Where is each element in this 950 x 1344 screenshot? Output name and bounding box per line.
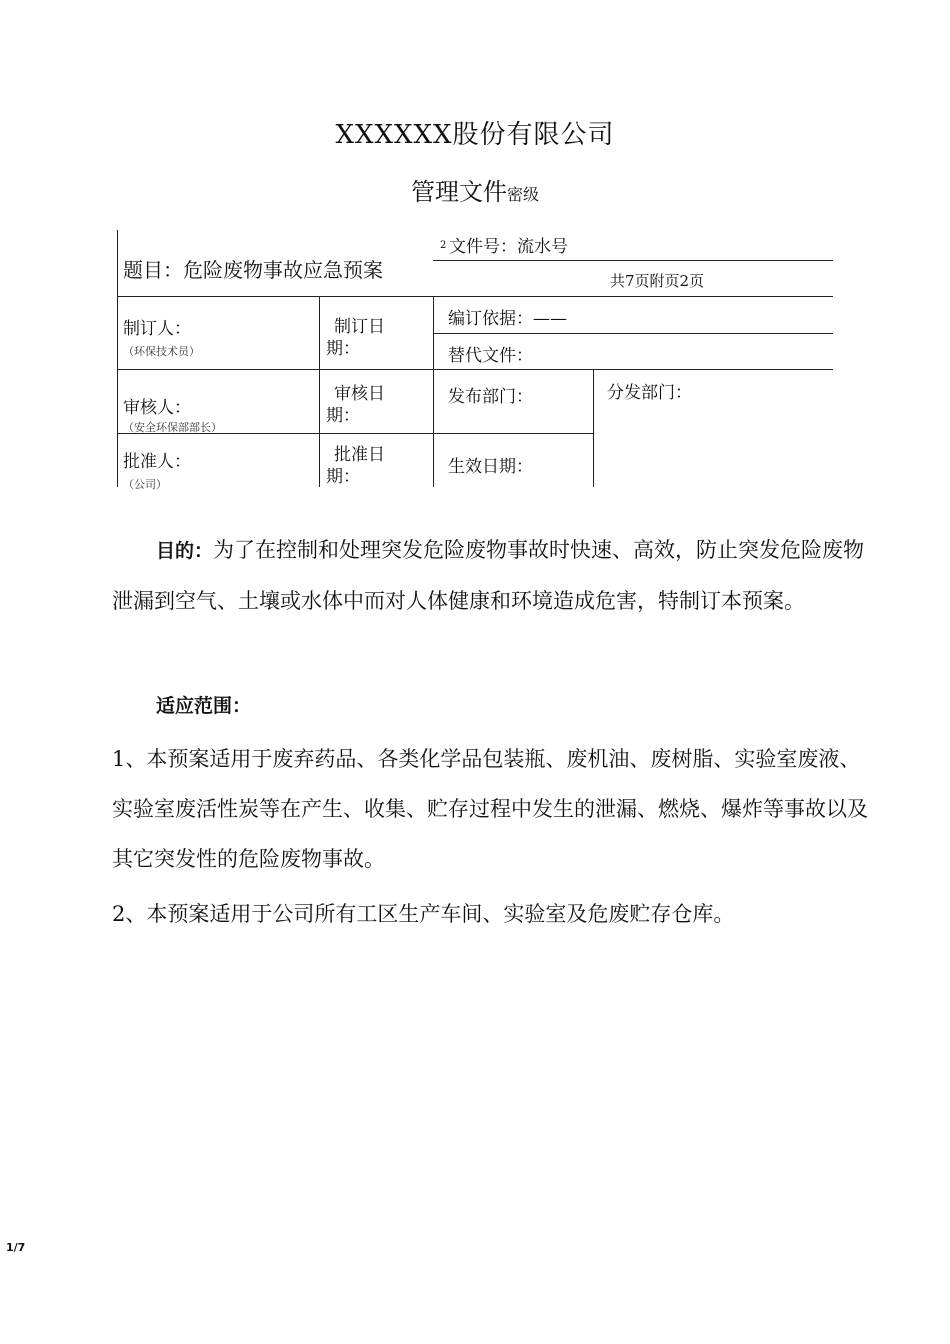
- basis-label: 编订依据：——: [448, 309, 567, 329]
- table-line-row1: [117, 296, 833, 297]
- drafter-label: 制订人：: [123, 319, 191, 339]
- approve-date-label-2: 期：: [326, 467, 360, 487]
- company-name: XXXXXX股份有限公司: [335, 120, 615, 150]
- issue-dept-label: 发布部门：: [448, 387, 533, 407]
- table-line-basis: [433, 333, 833, 334]
- doc-title-text: 管理文件: [410, 178, 507, 206]
- document-title: [0, 172, 950, 207]
- reviewer-label: 审核人：: [123, 398, 191, 418]
- replaces-label: 替代文件：: [448, 346, 533, 366]
- dist-dept-label: 分发部门：: [607, 383, 692, 403]
- scope-item-2: 2、本预案适用于公司所有工区生产车间、实验室及危废贮存仓库。: [112, 902, 735, 926]
- approver-label: 批准人：: [123, 452, 191, 472]
- scope-heading: [112, 680, 872, 731]
- scope-label: 适应范围：: [156, 695, 252, 717]
- approve-date-label-1: 批准日: [334, 445, 385, 465]
- table-col-divider-2: [433, 296, 434, 487]
- review-date-label-2: 期：: [326, 406, 360, 426]
- file-no-prefix: 2: [440, 240, 447, 251]
- topic: 题目：危险废物事故应急预案: [123, 258, 383, 282]
- page-number: 1/7: [6, 1241, 26, 1254]
- drafter-role: （环保技术员）: [123, 345, 200, 358]
- review-date-label-1: 审核日: [334, 384, 385, 404]
- draft-date-label-1: 制订日: [334, 317, 385, 337]
- purpose-label: 目的：: [156, 540, 214, 562]
- file-number: 文件号：流水号: [449, 237, 568, 257]
- table-line-row2: [117, 369, 833, 370]
- scope-item-1: 1、本预案适用于废弃药品、各类化学品包装瓶、废机油、废树脂、实验室废液、实验室废活性炭等在产生、收集、贮存过程中发生的泄漏、燃烧、爆炸等事故以及其它突发性的危险废物事故。: [112, 747, 868, 871]
- page-info: 共7页附页2页: [610, 272, 705, 290]
- draft-date-label-2: 期：: [326, 339, 360, 359]
- purpose-paragraph: [112, 525, 872, 626]
- approver-role: （公司）: [123, 478, 167, 491]
- reviewer-role: （安全环保部部长）: [123, 421, 222, 434]
- effective-date-label: 生效日期：: [448, 457, 533, 477]
- purpose-text: 为了在控制和处理突发危险废物事故时快速、高效，防止突发危险废物泄漏到空气、土壤或水体中而对人体健康和环境造成危害，特制订本预案。: [112, 538, 865, 613]
- secret-level: 密级: [506, 185, 539, 204]
- table-border-left: [117, 230, 118, 487]
- table-line-fileno: [433, 260, 833, 261]
- table-col-divider-1: [319, 296, 320, 487]
- table-col-divider-3: [593, 369, 594, 487]
